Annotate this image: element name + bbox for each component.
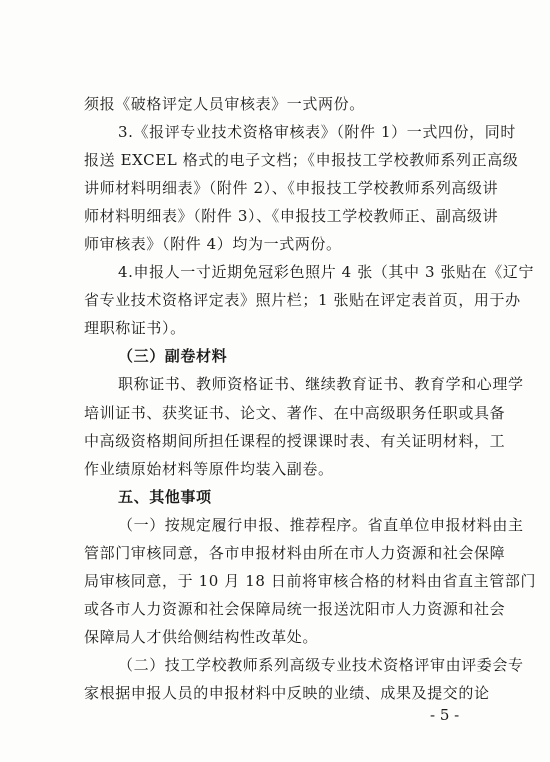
text-line: （二）技工学校教师系列高级专业技术资格评审由评委会专 xyxy=(118,656,524,674)
text-line: 报送 EXCEL 格式的电子文档；《申报技工学校教师系列正高级 xyxy=(84,151,519,169)
text-line: 培训证书、获奖证书、论文、著作、在中高级职务任职或具备 xyxy=(84,404,506,422)
text-line: 中高级资格期间所担任课程的授课课时表、有关证明材料，工 xyxy=(84,432,506,450)
text-line: 作业绩原始材料等原件均装入副卷。 xyxy=(84,460,334,478)
text-line: 师审核表》（附件 4）均为一式两份。 xyxy=(84,235,342,253)
text-line: 理职称证书）。 xyxy=(84,319,186,337)
text-line: 管部门审核同意，各市申报材料由所在市人力资源和社会保障 xyxy=(84,544,506,562)
text-line: 或各市人力资源和社会保障局统一报送沈阳市人力资源和社会 xyxy=(84,600,506,618)
text-line: 3.《报评专业技术资格审核表》（附件 1）一式四份，同时 xyxy=(118,123,516,141)
text-line: 省专业技术资格评定表》照片栏；1 张贴在评定表首页，用于办 xyxy=(84,291,521,309)
text-line: 师材料明细表》（附件 3）、《申报技工学校教师正、副高级讲 xyxy=(84,207,499,225)
section-heading: （三）副卷材料 xyxy=(118,347,228,365)
text-line: 局审核同意，于 10 月 18 日前将审核合格的材料由省直主管部门 xyxy=(84,572,537,590)
text-line: 讲师材料明细表》（附件 2）、《申报技工学校教师系列高级讲 xyxy=(84,179,499,197)
text-line: 职称证书、教师资格证书、继续教育证书、教育学和心理学 xyxy=(118,375,524,393)
text-line: 保障局人才供给侧结构性改革处。 xyxy=(84,628,319,646)
text-line: 须报《破格评定人员审核表》一式两份。 xyxy=(84,95,365,113)
page-number: - 5 - xyxy=(430,706,460,724)
text-line: 家根据申报人员的申报材料中反映的业绩、成果及提交的论 xyxy=(84,684,490,702)
text-line: （一）按规定履行申报、推荐程序。省直单位申报材料由主 xyxy=(118,516,524,534)
section-heading: 五、其他事项 xyxy=(118,488,212,506)
text-line: 4.申报人一寸近期免冠彩色照片 4 张（其中 3 张贴在《辽宁 xyxy=(118,263,535,281)
